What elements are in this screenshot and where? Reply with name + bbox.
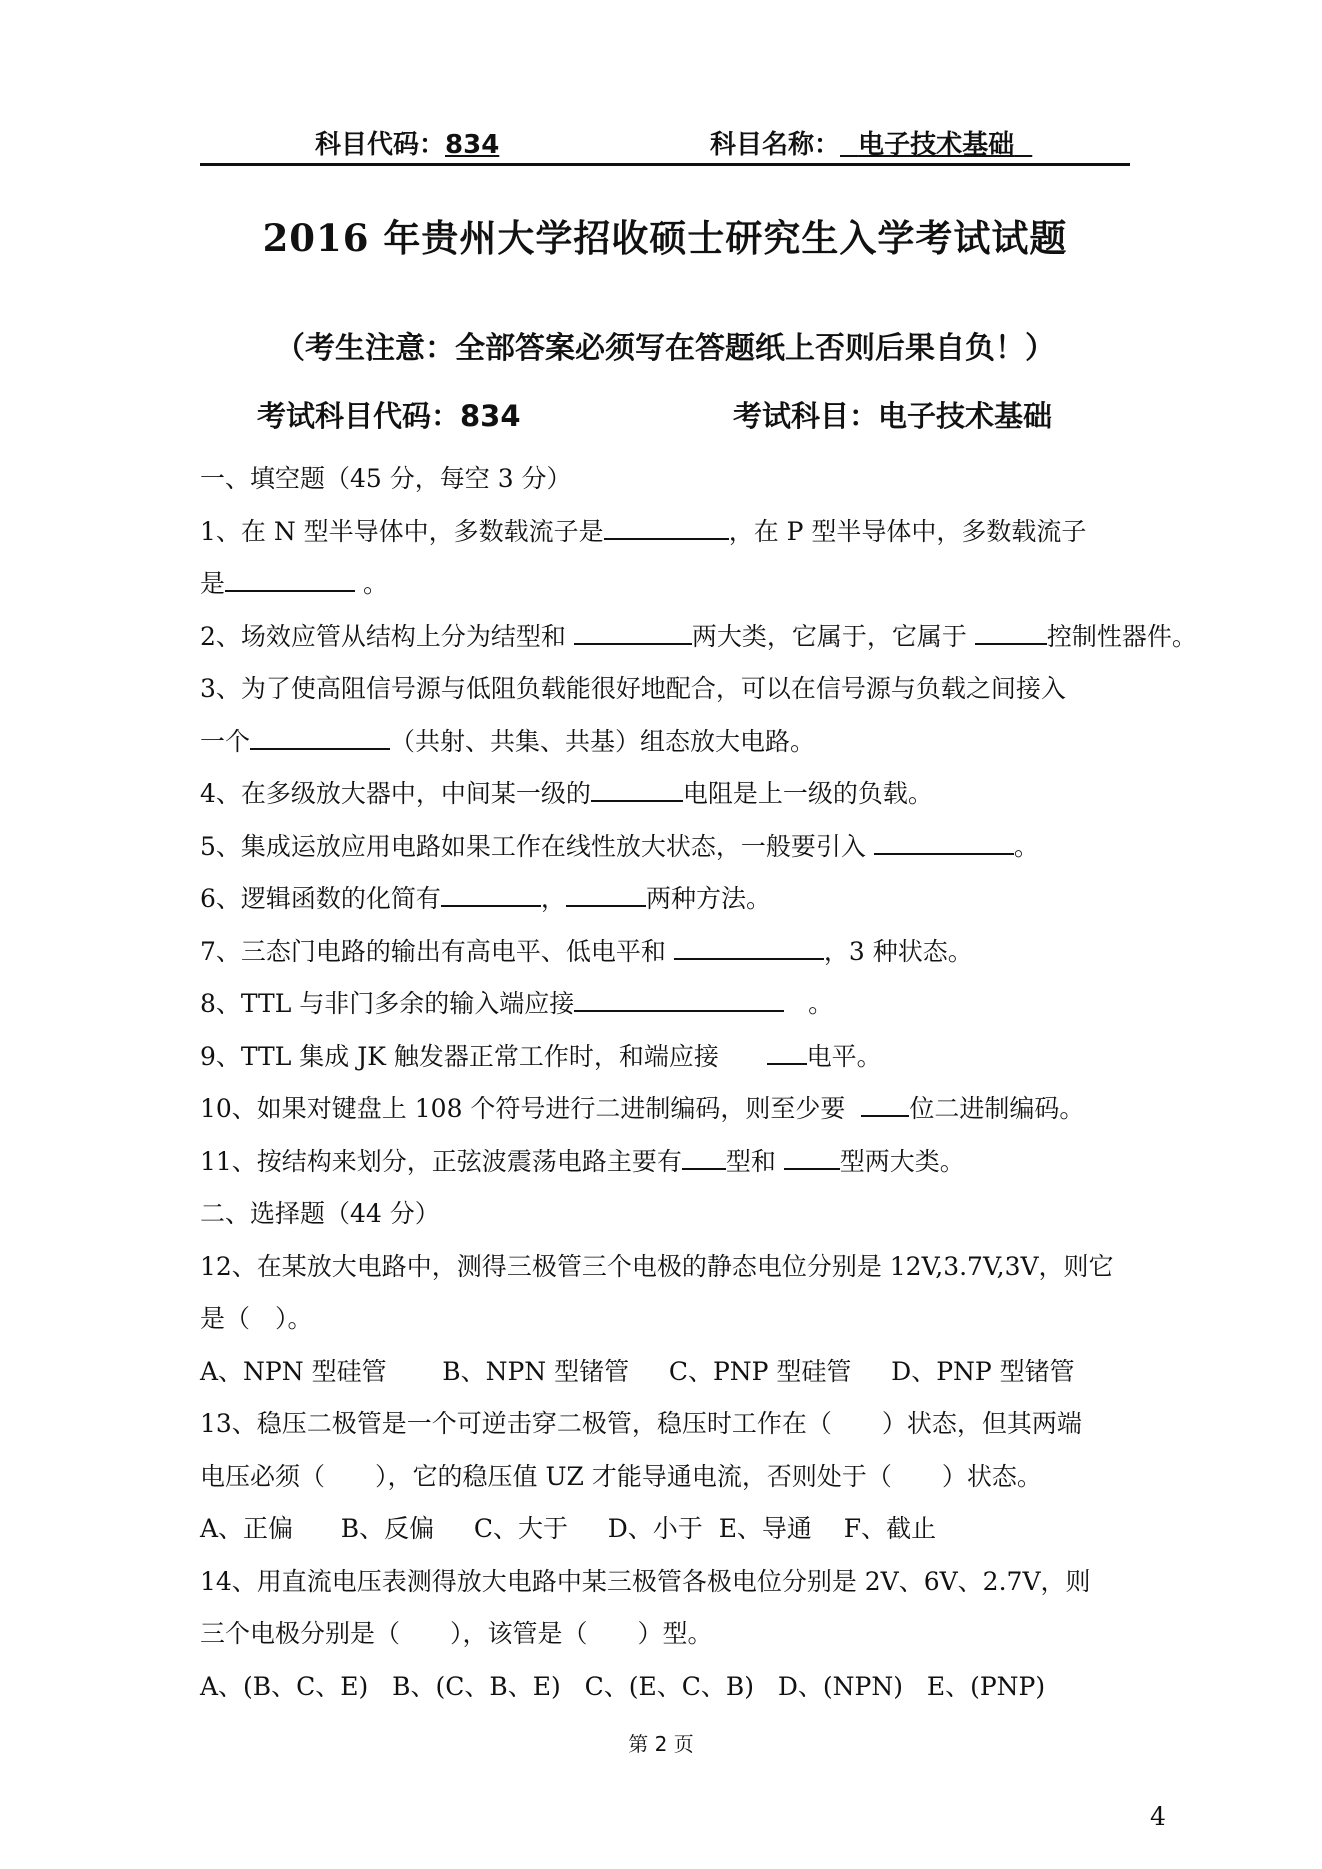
answer-blank: [574, 615, 692, 645]
question-2: 2、场效应管从结构上分为结型和 两大类，它属于，它属于 控制性器件。: [200, 611, 1135, 664]
subject-name-value: 电子技术基础: [858, 130, 1015, 160]
question-8: 8、TTL 与非门多余的输入端应接 。: [200, 978, 1135, 1031]
section1-heading: 一、填空题（45 分，每空 3 分）: [200, 464, 572, 493]
question-1-line2: 是 。: [200, 558, 1135, 611]
option: D、PNP 型锗管: [891, 1356, 1075, 1386]
answer-blank: [441, 877, 541, 907]
question-12-line2: 是（ ）。: [200, 1304, 313, 1333]
answer-blank: [874, 825, 1014, 855]
question-body: [200, 453, 1197, 1713]
answer-blank: [250, 720, 390, 750]
exam-notice: （考生注意：全部答案必须写在答题纸上否则后果自负！）: [275, 331, 1055, 366]
question-14-options: [200, 1661, 1135, 1714]
option: E、(PNP): [926, 1671, 1046, 1701]
option: C、大于: [473, 1514, 568, 1543]
question-6: 6、逻辑函数的化简有 ， 两种方法。: [200, 873, 1135, 926]
question-14-line1: 14、用直流电压表测得放大电路中某三极管各极电位分别是 2V、6V、2.7V，则: [200, 1566, 1091, 1596]
question-9: 9、TTL 集成 JK 触发器正常工作时，和端应接 电平。: [200, 1031, 1135, 1084]
question-3-line1: 3、为了使高阻信号源与低阻负载能很好地配合，可以在信号源与负载之间接入: [200, 674, 1066, 703]
question-11: 11、按结构来划分，正弦波震荡电路主要有 型和 型两大类。: [200, 1136, 1135, 1189]
answer-blank: [767, 1035, 807, 1065]
option: F、截止: [843, 1514, 937, 1543]
option: B、NPN 型锗管: [442, 1356, 630, 1386]
answer-blank: [682, 1140, 726, 1170]
question-7: 7、三态门电路的输出有高电平、低电平和 ，3 种状态。: [200, 926, 1135, 979]
question-13-line2: 电压必须（ ），它的稳压值 UZ 才能导通电流，否则处于（ ）状态。: [200, 1461, 1042, 1491]
subject-code-value: 834: [445, 130, 500, 160]
question-14-line2: 三个电极分别是（ ），该管是（ ）型。: [200, 1619, 713, 1648]
answer-blank: [604, 510, 729, 540]
question-5: 5、集成运放应用电路如果工作在线性放大状态，一般要引入 。: [200, 821, 1135, 874]
option: C、(E、C、B): [584, 1671, 755, 1701]
page-number: 第 2 页: [628, 1732, 694, 1756]
option: C、PNP 型硅管: [668, 1356, 852, 1386]
section2-heading: 二、选择题（44 分）: [200, 1199, 440, 1228]
question-10: 10、如果对键盘上 108 个符号进行二进制编码，则至少要 位二进制编码。: [200, 1083, 1135, 1136]
answer-blank: [566, 877, 646, 907]
exam-subject-code: 考试科目代码：834: [257, 399, 521, 433]
page-header: [200, 124, 1130, 164]
exam-subject-name: 考试科目：电子技术基础: [733, 399, 1053, 433]
option: A、正偏: [200, 1514, 294, 1543]
option: B、反偏: [340, 1514, 435, 1543]
option: A、NPN 型硅管: [200, 1356, 387, 1386]
subject-name-header: 科目名称： 电子技术基础: [710, 124, 1032, 161]
question-12-options: [200, 1346, 1135, 1399]
option: D、(NPN): [777, 1671, 903, 1701]
question-4: 4、在多级放大器中，中间某一级的 电阻是上一级的负载。: [200, 768, 1135, 821]
subject-row: [200, 394, 1130, 434]
answer-blank: [574, 982, 784, 1012]
answer-blank: [975, 615, 1047, 645]
answer-blank: [861, 1087, 909, 1117]
option: B、(C、B、E): [392, 1671, 561, 1701]
sheet-number: 4: [1150, 1802, 1166, 1831]
option: E、导通: [718, 1514, 812, 1543]
option: D、小于: [607, 1514, 703, 1543]
question-13-line1: 13、稳压二极管是一个可逆击穿二极管，稳压时工作在（ ）状态，但其两端: [200, 1409, 1082, 1438]
answer-blank: [591, 772, 683, 802]
question-1-line1: 1、在 N 型半导体中，多数载流子是 ，在 P 型半导体中，多数载流子: [200, 506, 1135, 559]
option: A、(B、C、E): [200, 1671, 369, 1701]
question-12-line1: 12、在某放大电路中，测得三极管三个电极的静态电位分别是 12V,3.7V,3V，则它: [200, 1251, 1114, 1281]
answer-blank: [225, 562, 355, 592]
subject-code-header: 科目代码：834: [315, 130, 500, 160]
header-divider: [200, 163, 1130, 166]
answer-blank: [784, 1140, 840, 1170]
exam-title: 2016 年贵州大学招收硕士研究生入学考试试题: [262, 216, 1068, 260]
question-3-line2: 一个 （共射、共集、共基）组态放大电路。: [200, 716, 1135, 769]
question-13-options: [200, 1503, 1135, 1556]
answer-blank: [674, 930, 824, 960]
